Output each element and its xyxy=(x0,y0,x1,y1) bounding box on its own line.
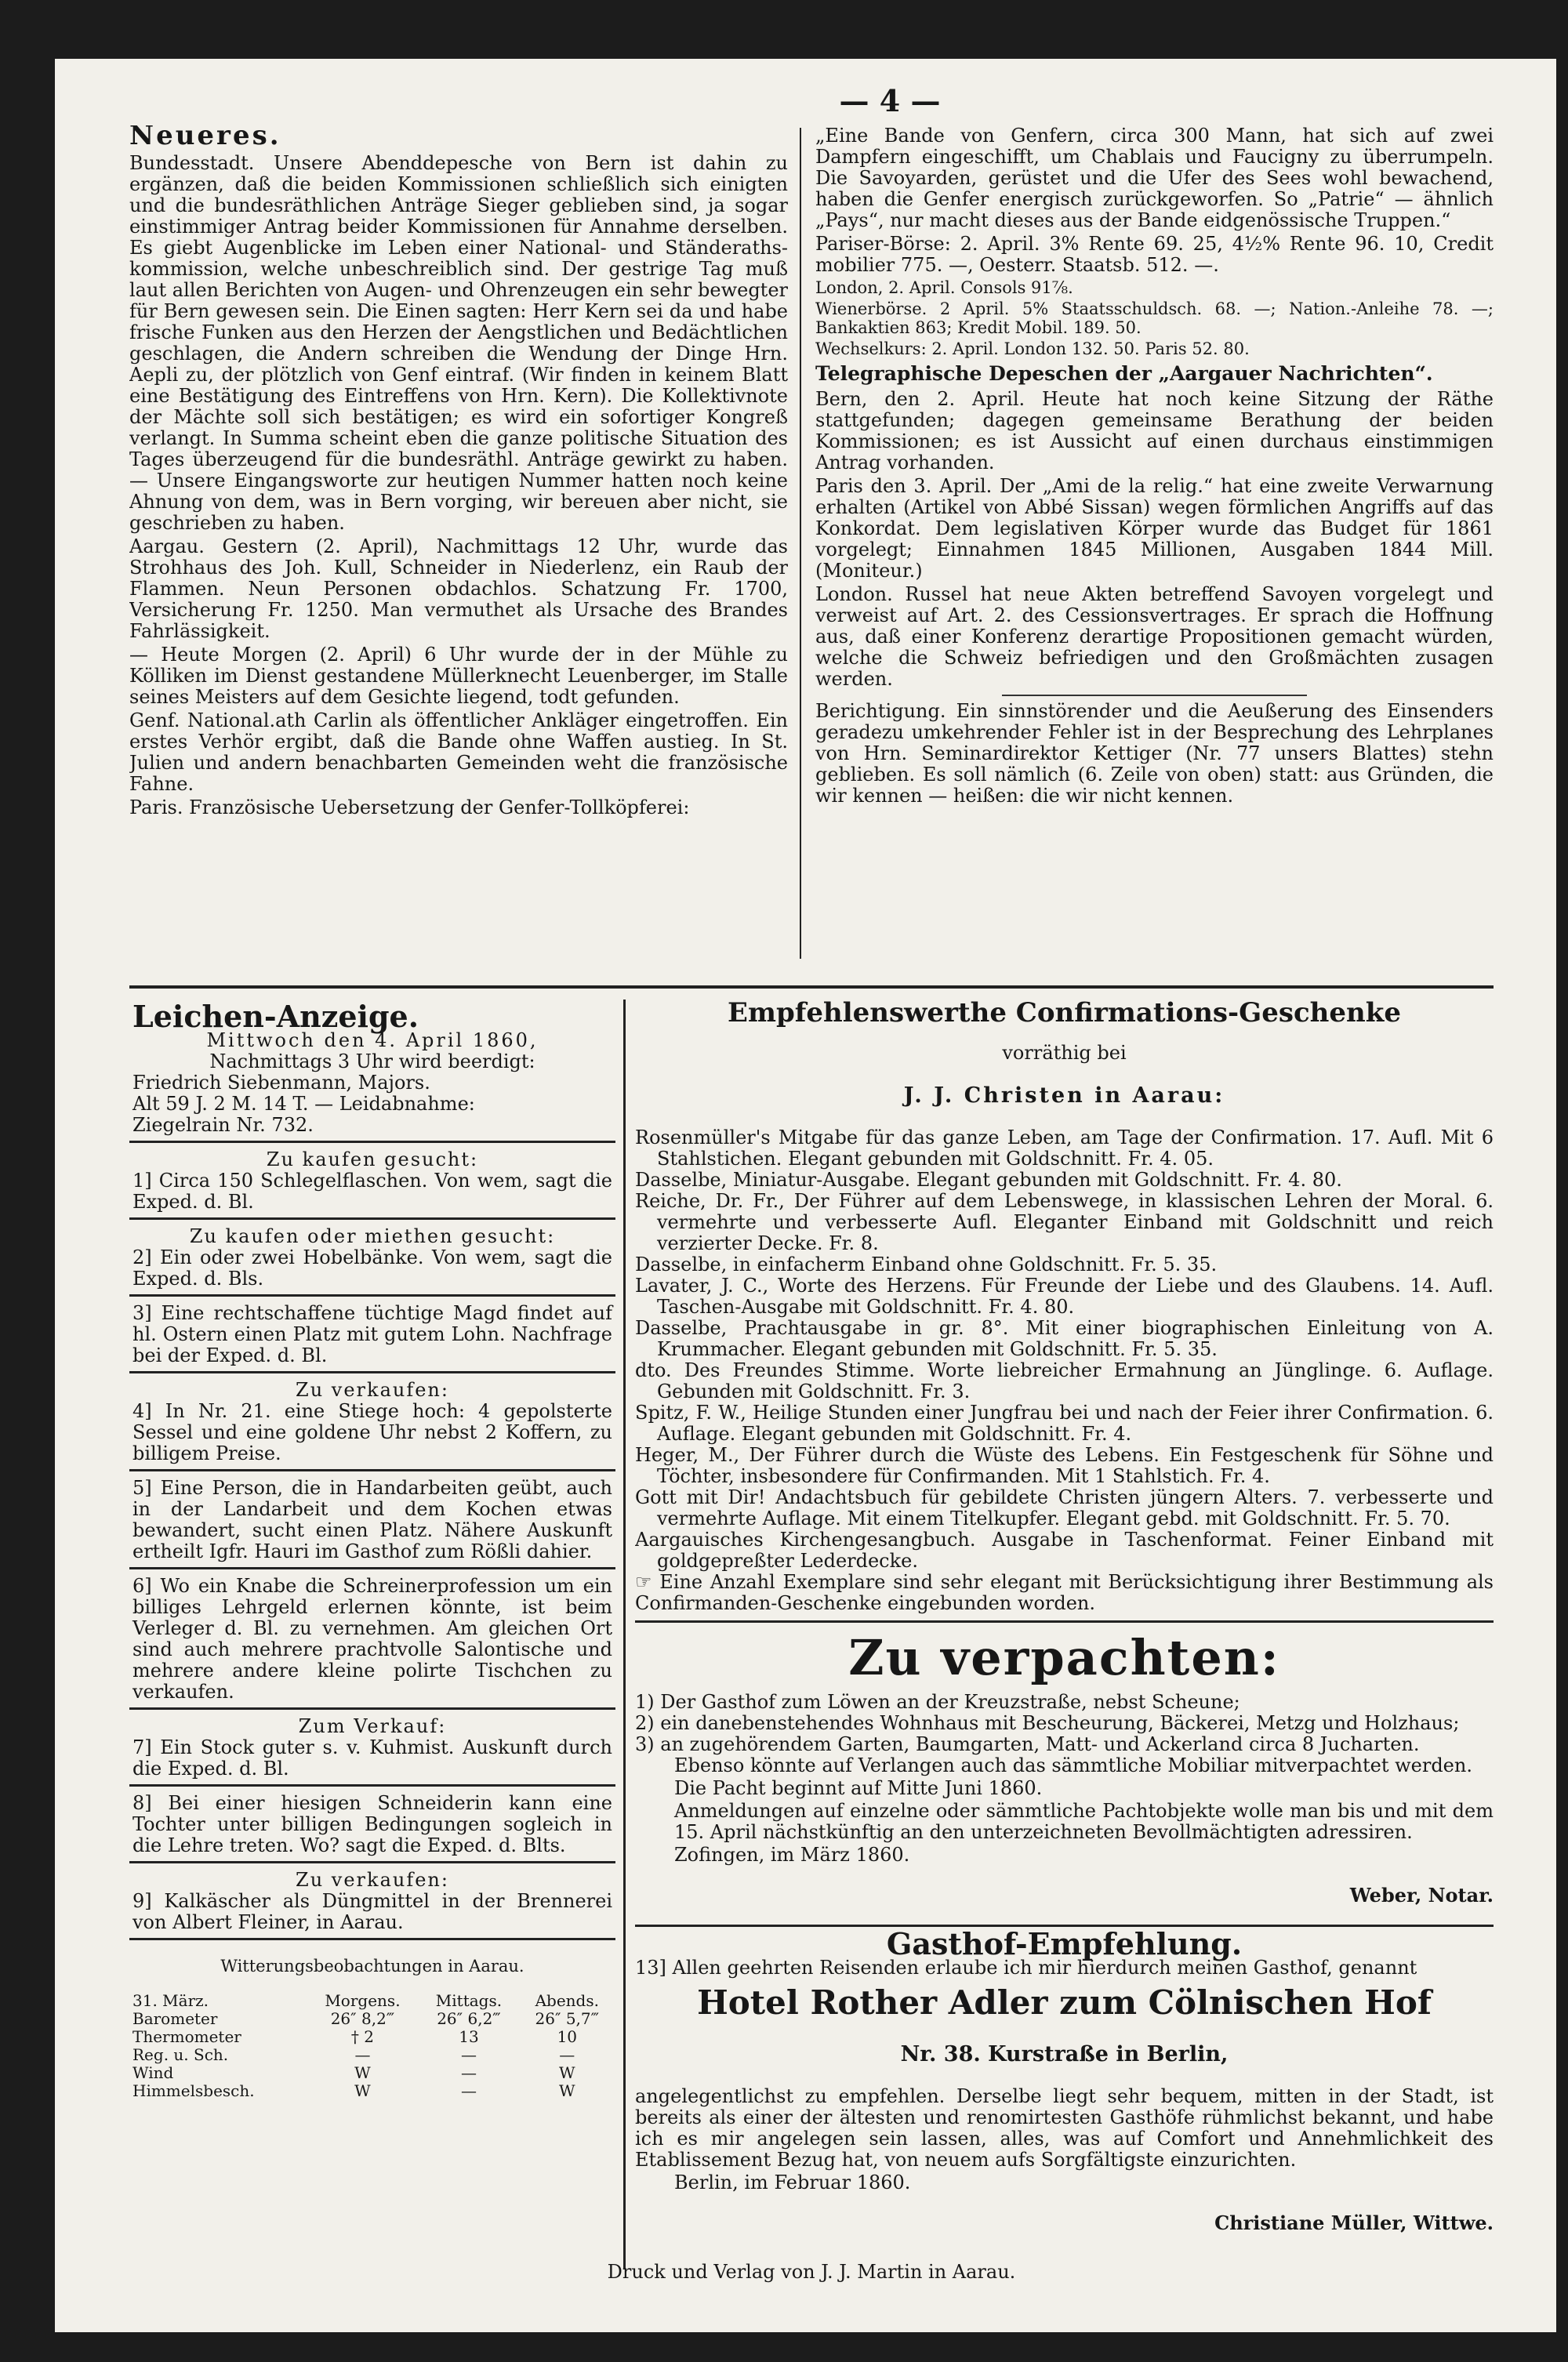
lease-text: Anmeldungen auf einzelne oder sämmtliche Pachtobjekte wolle man bis und mit dem 15. April nächstkünftig an den unterzeichneten Bevollmächtigten adressiren. xyxy=(674,1800,1494,1843)
weather-table xyxy=(129,1992,615,2100)
funeral-notice xyxy=(129,1000,615,1143)
ad-heading: Zu kaufen oder miethen gesucht: xyxy=(189,1225,556,1247)
hotel-text: angelegentlichst zu empfehlen. Derselbe liegt sehr bequem, mitten in der Stadt, ist bereits als einer der ältesten und renomirtesten Gasthöfe rühmlichst bekannt, und habe ich es mir angelegen sein lassen, alles, was auf Comfort und Annehmlichkeit des Etablissement Bezug hat, von neuem aufs Sorgfältigste einzurichten. xyxy=(635,2085,1494,2171)
funeral-line: Ziegelrain Nr. 732. xyxy=(132,1114,314,1136)
confirmation-subtitle: vorräthig bei xyxy=(1002,1042,1127,1064)
book-item: Gott mit Dir! Andachtsbuch für gebildete Christen jüngern Alters. 7. verbesserte und vermehrte Auflage. Mit einem Titelkupfer. Elegant gebd. mit Goldschnitt. Fr. 5. 70. xyxy=(635,1486,1494,1529)
confirmation-title: Empfehlenswerthe Confirmations-Geschenke xyxy=(728,1000,1401,1029)
book-item: Dasselbe, Miniatur-Ausgabe. Elegant gebunden mit Goldschnitt. Fr. 4. 80. xyxy=(635,1169,1342,1191)
lease-place-date: Zofingen, im März 1860. xyxy=(674,1844,910,1866)
lease-signature: Weber, Notar. xyxy=(1349,1884,1494,1907)
book-item: Reiche, Dr. Fr., Der Führer auf dem Lebenswege, in klassischen Lehren der Moral. 6. vermehrte und verbesserte Aufl. Eleganter Einband mit Goldschnitt und reich verzierter Decke. Fr. 8. xyxy=(635,1190,1494,1254)
lease-text: Ebenso könnte auf Verlangen auch das sämmtliche Mobiliar mitverpachtet werden. xyxy=(674,1754,1472,1776)
hotel-name: Hotel Rother Adler zum Cölnischen Hof xyxy=(697,1983,1432,2022)
lease-item: 2) ein danebenstehendes Wohnhaus mit Bescheurung, Bäckerei, Metzg und Holzhaus; xyxy=(635,1712,1460,1734)
lease-item: 1) Der Gasthof zum Löwen an der Kreuzstraße, nebst Scheune; xyxy=(635,1691,1240,1713)
classified-ad xyxy=(129,1867,615,1940)
newspaper-sheet xyxy=(55,59,1556,2332)
column-divider xyxy=(800,128,801,959)
weather-cell: Himmelsbesch. xyxy=(132,2081,255,2100)
correction-paragraph: Berichtigung. Ein sinnstörender und die Aeußerung des Einsenders geradezu umkehrender Fehler ist in der Besprechung des Lehrplanes von Hrn. Seminardirektor Kettiger (Nr. 77 unsers Blattes) stehn geblieben. Es soll nämlich (6. Zeile von oben) statt: aus Gründen, die wir kennen — heißen: die wir nicht kennen. xyxy=(815,700,1494,807)
weather-row xyxy=(129,2028,615,2046)
ad-heading: Zu verkaufen: xyxy=(296,1379,449,1401)
hotel-ad-title: Gasthof-Empfehlung. xyxy=(886,1926,1243,1961)
hotel-place-date: Berlin, im Februar 1860. xyxy=(674,2172,911,2193)
weather-cell: Mittags. xyxy=(435,1991,503,2010)
book-item: Lavater, J. C., Worte des Herzens. Für Freunde der Liebe und des Glaubens. 14. Aufl. Taschen-Ausgabe mit Goldschnitt. Fr. 4. 80. xyxy=(635,1275,1494,1318)
book-item: Heger, M., Der Führer durch die Wüste des Lebens. Ein Festgeschenk für Söhne und Töchter, insbesondere für Confirmanden. Mit 1 Stahlstich. Fr. 4. xyxy=(635,1444,1494,1487)
weather-header-row xyxy=(129,1992,615,2010)
divider xyxy=(635,1620,1494,1623)
news-paragraph: Aargau. Gestern (2. April), Nachmittags 12 Uhr, wurde das Strohhaus des Joh. Kull, Schneider in Niederlenz, ein Raub der Flammen. Neun Personen obdachlos. Schatzung Fr. 1700, Versicherung Fr. 1250. Man vermuthet als Ursache des Brandes Fahrlässigkeit. xyxy=(129,535,788,642)
weather-row xyxy=(129,2010,615,2028)
lease-text: Die Pacht beginnt auf Mitte Juni 1860. xyxy=(674,1777,1043,1799)
weather-cell: Reg. u. Sch. xyxy=(132,2045,229,2064)
ads-divider xyxy=(623,1000,626,2269)
ad-heading: Zu kaufen gesucht: xyxy=(266,1148,479,1170)
classified-ad xyxy=(129,1790,615,1863)
weather-cell: — xyxy=(460,2081,477,2100)
ad-text: 2] Ein oder zwei Hobelbänke. Von wem, sagt die Exped. d. Bls. xyxy=(132,1246,612,1290)
weather-cell: W xyxy=(559,2081,575,2100)
classified-ad xyxy=(129,1146,615,1220)
ad-text: 4] In Nr. 21. eine Stiege hoch: 4 gepolsterte Sessel und eine goldene Uhr nebst 2 Koffern, zu billigem Preise. xyxy=(132,1400,612,1464)
news-paragraph: Bundesstadt. Unsere Abenddepesche von Bern ist dahin zu ergänzen, daß die beiden Kommissionen schließlich sich einigten und die bundesräthlichen Anträge Sieger geblieben sind, ja sogar einstimmiger Antrag beider Kommissionen für Annahme derselben. Es giebt Augenblicke im Leben einer National- und Ständerathskommission, welche unbeschreiblich sind. Der gestrige Tag muß laut allen Berichten von Augen- und Ohrenzeugen ein sehr bewegter für Bern gewesen sein. Die Einen sagten: Herr Kern sei da und habe frische Funken aus den Herzen der Aengstlichen und Bedächtlichen geschlagen, die Andern schreiben die Wendung der Dinge Hrn. Aepli zu, der plötzlich von Genf eintraf. (Wir finden in keinem Blatt eine Bestätigung des Eintreffens von Hrn. Kern). Die Kollektivnote der Mächte soll sich bestätigen; es wird ein sofortiger Kongreß verlangt. In Summa scheint eben die ganze politische Situation des Tages überzeugend für die bundesräthl. Anträge gewirkt zu haben. — Unsere Eingangsworte zur heutigen Nummer hatten noch keine Ahnung von dem, was in Bern vorging, wir bereuen aber nicht, sie geschrieben zu haben. xyxy=(129,152,788,534)
classified-ad xyxy=(129,1223,615,1297)
hotel-signature: Christiane Müller, Wittwe. xyxy=(1214,2211,1494,2234)
funeral-line: Mittwoch den 4. April 1860, xyxy=(206,1029,539,1051)
weather-cell: Abends. xyxy=(535,1991,599,2010)
section-divider xyxy=(129,985,1494,989)
book-item: Aargauisches Kirchengesangbuch. Ausgabe in Taschenformat. Feiner Einband mit goldgepreßter Lederdecke. xyxy=(635,1529,1494,1572)
classified-ad xyxy=(129,1300,615,1373)
ad-text: 6] Wo ein Knabe die Schreinerprofession um ein billiges Lehrgeld erlernen könnte, ist beim Verleger d. Bl. zu vernehmen. Am gleichen Ort sind auch mehrere prachtvolle Salontische und mehrere andere kleine polirte Tischchen zu verkaufen. xyxy=(132,1575,612,1703)
market-report: London, 2. April. Consols 91⅞. xyxy=(815,278,1073,297)
ad-text: 3] Eine rechtschaffene tüchtige Magd findet auf hl. Ostern einen Platz mit gutem Lohn. Nachfrage bei der Exped. d. Bl. xyxy=(132,1302,612,1366)
telegram: Paris den 3. April. Der „Ami de la relig.“ hat eine zweite Verwarnung erhalten (Artikel von Abbé Sissan) wegen förmlichen Angriffs auf das Konkordat. Dem legislativen Körper wurde das Budget für 1861 vorgelegt; Einnahmen 1845 Millionen, Ausgaben 1844 Mill. (Moniteur.) xyxy=(815,475,1494,582)
weather-row xyxy=(129,2046,615,2064)
telegram-heading: Telegraphische Depeschen der „Aargauer Nachrichten“. xyxy=(815,362,1433,385)
weather-cell: Morgens. xyxy=(325,1991,401,2010)
classified-ad xyxy=(129,1475,615,1569)
book-item: Rosenmüller's Mitgabe für das ganze Leben, am Tage der Confirmation. 17. Aufl. Mit 6 Stahlstichen. Elegant gebunden mit Goldschnitt. Fr. 4. 05. xyxy=(635,1127,1494,1170)
small-ads-column xyxy=(129,1000,615,2269)
imprint-footer: Druck und Verlag von J. J. Martin in Aarau. xyxy=(607,2261,1016,2283)
confirmation-ad xyxy=(635,1000,1494,1614)
weather-cell: — xyxy=(460,2063,477,2082)
weather-cell: Barometer xyxy=(132,2009,218,2028)
funeral-line: Friedrich Siebenmann, Majors. xyxy=(132,1072,430,1094)
weather-cell: — xyxy=(354,2045,371,2064)
weather-title: Witterungsbeobachtungen in Aarau. xyxy=(220,1957,524,1976)
funeral-line: Nachmittags 3 Uhr wird beerdigt: xyxy=(209,1050,535,1072)
market-report: Pariser-Börse: 2. April. 3% Rente 69. 25, 4½% Rente 96. 10, Credit mobilier 775. —, Oesterr. Staatsb. 512. —. xyxy=(815,233,1494,276)
news-paragraph: — Heute Morgen (2. April) 6 Uhr wurde der in der Mühle zu Kölliken im Dienst gestandene Müllerknecht Leuenberger, im Stalle seines Meisters auf dem Gesichte liegend, todt gefunden. xyxy=(129,644,788,708)
weather-table-block xyxy=(129,1957,615,2100)
weather-cell: — xyxy=(460,2045,477,2064)
weather-cell: Thermometer xyxy=(132,2027,241,2046)
book-item: Dasselbe, in einfacherm Einband ohne Goldschnitt. Fr. 5. 35. xyxy=(635,1254,1218,1275)
divider xyxy=(1002,695,1307,696)
ad-text: 5] Eine Person, die in Handarbeiten geübt, auch in der Landarbeit und dem Kochen etwas bewandert, sucht einen Platz. Nähere Auskunft ertheilt Igfr. Hauri im Gasthof zum Rößli dahier. xyxy=(132,1477,612,1562)
book-item: Dasselbe, Prachtausgabe in gr. 8°. Mit einer biographischen Einleitung von A. Krummacher. Elegant gebunden mit Goldschnitt. Fr. 5. 35. xyxy=(635,1317,1494,1360)
confirmation-note: ☞ Eine Anzahl Exemplare sind sehr elegant mit Berücksichtigung ihrer Bestimmung als Confirmanden-Geschenke eingebunden worden. xyxy=(635,1571,1494,1614)
weather-cell: 26″ 5,7‴ xyxy=(535,2009,600,2028)
funeral-title: Leichen-Anzeige. xyxy=(132,1000,419,1034)
page-number: — 4 — xyxy=(839,83,941,118)
hotel-ad xyxy=(635,1926,1494,2234)
weather-cell: Wind xyxy=(132,2063,174,2082)
ad-text: 9] Kalkäscher als Düngmittel in der Brennerei von Albert Fleiner, in Aarau. xyxy=(132,1890,612,1933)
telegram: London. Russel hat neue Akten betreffend Savoyen vorgelegt und verweist auf Art. 2. des Cessionsvertrages. Er sprach die Hoffnung aus, daß einer Konferenz derartige Propositionen gemacht würden, welche die Schweiz befriedigen und den Großmächten zusagen werden. xyxy=(815,583,1494,690)
weather-cell: W xyxy=(354,2081,371,2100)
news-column-left xyxy=(129,125,788,976)
weather-row xyxy=(129,2082,615,2100)
weather-cell: † 2 xyxy=(350,2027,374,2046)
book-item: Spitz, F. W., Heilige Stunden einer Jungfrau bei und nach der Feier ihrer Confirmation. 6. Auflage. Elegant gebunden mit Goldschnitt. Fr. 4. xyxy=(635,1402,1494,1445)
classified-ad xyxy=(129,1713,615,1787)
weather-cell: — xyxy=(559,2045,575,2064)
confirmation-seller: J. J. Christen in Aarau: xyxy=(903,1083,1225,1108)
lease-title: Zu verpachten: xyxy=(848,1629,1280,1686)
lease-item: 3) an zugehörendem Garten, Baumgarten, Matt- und Ackerland circa 8 Jucharten. xyxy=(635,1733,1420,1755)
newspaper-page xyxy=(129,83,1494,2317)
weather-cell: 26″ 6,2‴ xyxy=(437,2009,501,2028)
weather-cell: 10 xyxy=(557,2027,578,2046)
hotel-address: Nr. 38. Kurstraße in Berlin, xyxy=(900,2042,1229,2066)
news-paragraph: Paris. Französische Uebersetzung der Genfer-Tollköpferei: xyxy=(129,796,690,818)
weather-cell: W xyxy=(354,2063,371,2082)
classified-ad xyxy=(129,1377,615,1471)
hotel-intro: 13] Allen geehrten Reisenden erlaube ich mir hierdurch meinen Gasthof, genannt xyxy=(635,1957,1417,1979)
large-ads-column xyxy=(635,1000,1494,2269)
news-column-right xyxy=(815,125,1494,976)
ad-text: 8] Bei einer hiesigen Schneiderin kann eine Tochter unter billigen Bedingungen sogleich in die Lehre treten. Wo? sagt die Exped. d. Blts. xyxy=(132,1792,612,1856)
weather-cell: 26″ 8,2‴ xyxy=(330,2009,395,2028)
ad-heading: Zu verkaufen: xyxy=(296,1869,449,1891)
classified-ad xyxy=(129,1573,615,1710)
ad-heading: Zum Verkauf: xyxy=(298,1715,447,1737)
weather-row xyxy=(129,2064,615,2082)
news-paragraph: Genf. National.ath Carlin als öffentlicher Ankläger eingetroffen. Ein erstes Verhör ergibt, daß die Bande ohne Waffen austieg. In St. Julien und andern benachbarten Gemeinden weht die französische Fahne. xyxy=(129,709,788,795)
weather-cell: 13 xyxy=(459,2027,479,2046)
news-heading: Neueres. xyxy=(129,125,281,151)
weather-cell: W xyxy=(559,2063,575,2082)
quote-paragraph: „Eine Bande von Genfern, circa 300 Mann, hat sich auf zwei Dampfern eingeschifft, um Chablais und Faucigny zu überrumpeln. Die Savoyarden, gerüstet und die Ufer des Sees wohl bewachend, haben die Genfer energisch zurückgeworfen. So „Patrie“ — ähnlich „Pays“, nur macht dieses aus der Bande eidgenössische Truppen.“ xyxy=(815,125,1494,231)
funeral-line: Alt 59 J. 2 M. 14 T. — Leidabnahme: xyxy=(132,1093,475,1115)
market-report: Wechselkurs: 2. April. London 132. 50. Paris 52. 80. xyxy=(815,339,1250,358)
lease-ad xyxy=(635,1631,1494,1906)
ad-text: 1] Circa 150 Schlegelflaschen. Von wem, sagt die Exped. d. Bl. xyxy=(132,1170,612,1213)
book-item: dto. Des Freundes Stimme. Worte liebreicher Ermahnung an Jünglinge. 6. Auflage. Gebunden mit Goldschnitt. Fr. 3. xyxy=(635,1359,1494,1402)
weather-cell: 31. März. xyxy=(132,1991,209,2010)
market-report: Wienerbörse. 2 April. 5% Staatsschuldsch. 68. —; Nation.-Anleihe 78. —; Bankaktien 863; Kredit Mobil. 189. 50. xyxy=(815,299,1494,337)
ad-text: 7] Ein Stock guter s. v. Kuhmist. Auskunft durch die Exped. d. Bl. xyxy=(132,1736,612,1780)
telegram: Bern, den 2. April. Heute hat noch keine Sitzung der Räthe stattgefunden; dagegen gemeinsame Berathung der beiden Kommissionen; es ist Aussicht auf einen durchaus einstimmigen Antrag vorhanden. xyxy=(815,388,1494,473)
